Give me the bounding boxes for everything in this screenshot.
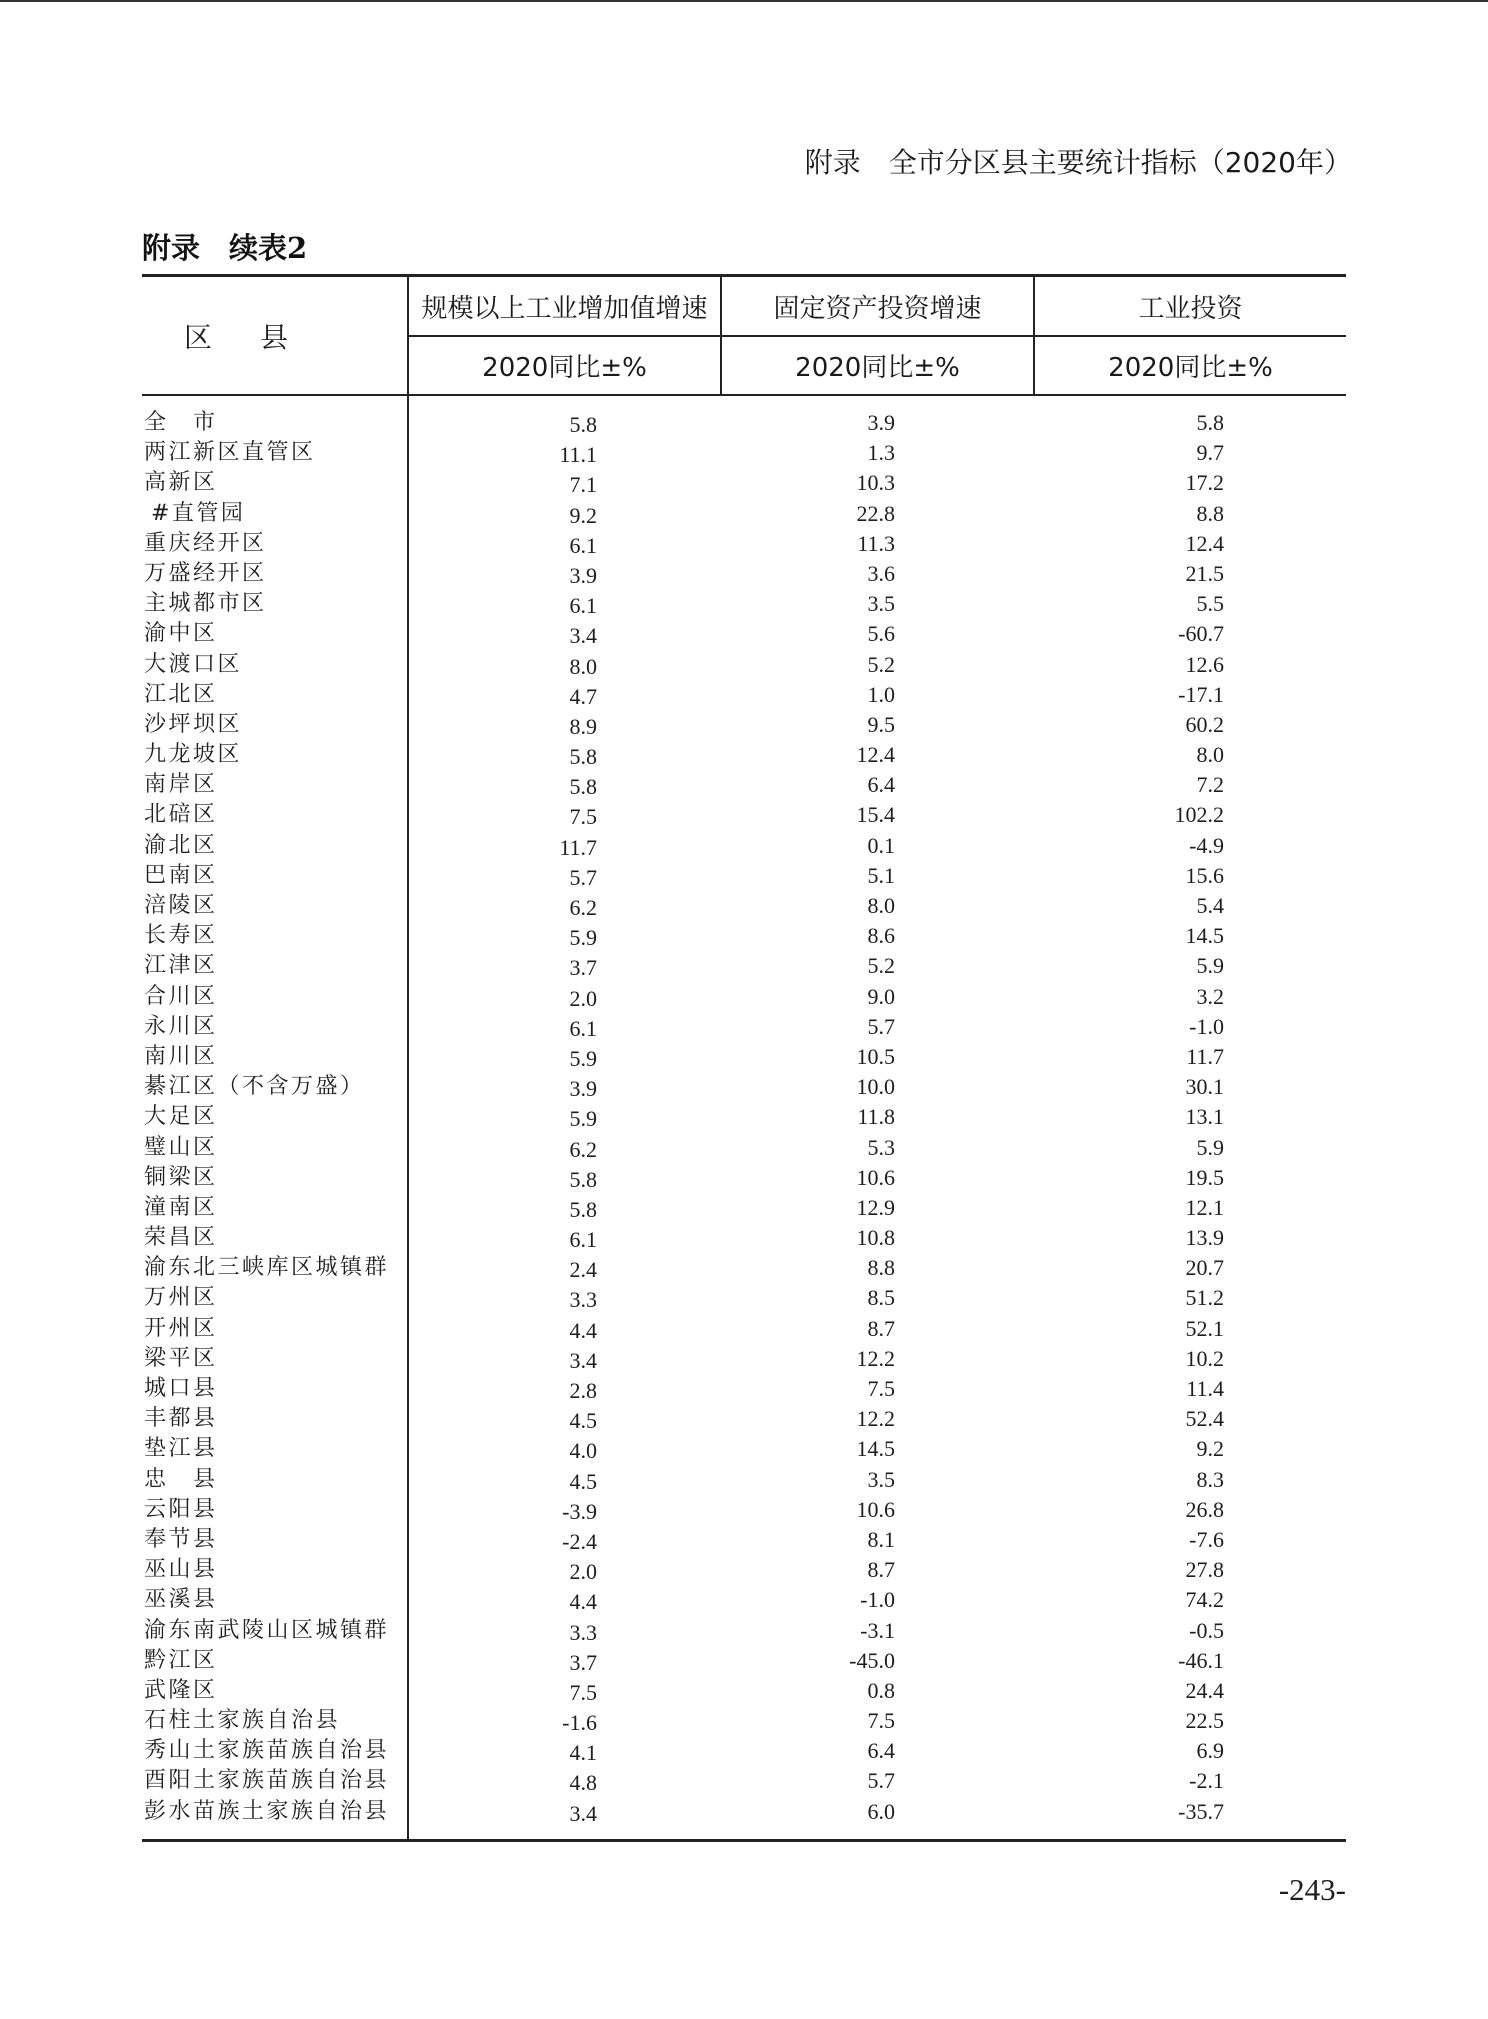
row-value: 3.3 <box>569 1287 597 1313</box>
table-row <box>142 1042 1346 1072</box>
row-value: 3.7 <box>569 955 597 981</box>
table-row <box>142 1434 1346 1464</box>
header-col-label: 规模以上工业增加值增速 <box>421 293 708 324</box>
row-value: 3.4 <box>569 1347 597 1373</box>
table-row <box>142 921 1346 951</box>
table-row <box>142 1344 1346 1374</box>
row-value: 5.2 <box>867 651 895 677</box>
row-value: 3.3 <box>569 1619 597 1645</box>
row-value: 10.3 <box>856 470 895 496</box>
row-value: 0.1 <box>867 832 895 858</box>
row-value: 3.4 <box>569 1800 597 1826</box>
row-value: 8.7 <box>867 1315 895 1341</box>
table-row <box>142 770 1346 800</box>
row-value: 8.9 <box>569 713 597 739</box>
running-header: 附录 全市分区县主要统计指标（2020年） <box>804 146 1352 179</box>
row-label: 铜梁区 <box>144 1164 218 1190</box>
row-value: 15.6 <box>1185 862 1224 888</box>
row-label: 忠 县 <box>144 1466 218 1492</box>
row-value: 2.0 <box>569 985 597 1011</box>
table-row <box>142 1555 1346 1585</box>
row-value: 102.2 <box>1174 802 1224 828</box>
row-value: 11.7 <box>559 834 597 860</box>
row-value: 12.4 <box>1185 530 1224 556</box>
row-value: 5.7 <box>867 1013 895 1039</box>
table-row <box>142 861 1346 891</box>
row-value: 4.8 <box>569 1770 597 1796</box>
table-row <box>142 468 1346 498</box>
row-value: -7.6 <box>1189 1526 1224 1552</box>
row-label: 北碚区 <box>144 802 218 828</box>
table-row <box>142 831 1346 861</box>
row-label: 大渡口区 <box>144 651 243 677</box>
table-row <box>142 1616 1346 1646</box>
row-value: 10.2 <box>1185 1345 1224 1371</box>
row-value: 5.2 <box>867 953 895 979</box>
header-col-subtitle: 2020同比±% <box>1108 352 1273 383</box>
row-value: 5.8 <box>569 1196 597 1222</box>
row-label: 璧山区 <box>144 1134 218 1160</box>
row-label: 渝北区 <box>144 832 218 858</box>
table-row <box>142 1102 1346 1132</box>
row-label: 永川区 <box>144 1013 218 1039</box>
table-row <box>142 589 1346 619</box>
row-label: 渝东南武陵山区城镇群 <box>144 1617 390 1643</box>
table-row <box>142 1012 1346 1042</box>
row-value: 8.8 <box>867 1255 895 1281</box>
table-row <box>142 800 1346 830</box>
row-value: 5.8 <box>569 744 597 770</box>
row-value: 10.6 <box>856 1496 895 1522</box>
row-value: 8.0 <box>867 893 895 918</box>
table-row <box>142 1525 1346 1555</box>
row-value: 14.5 <box>1185 923 1224 949</box>
row-value: 12.2 <box>856 1406 895 1432</box>
row-label: 荣昌区 <box>144 1225 218 1251</box>
row-value: 17.2 <box>1185 470 1224 496</box>
row-value: -60.7 <box>1178 621 1224 647</box>
row-label: 大足区 <box>144 1104 218 1130</box>
table-row <box>142 408 1346 438</box>
row-label: 万盛经开区 <box>144 560 267 586</box>
statistics-table <box>142 274 1346 1842</box>
row-label: 巫山县 <box>144 1557 218 1583</box>
row-value: 8.8 <box>1196 500 1224 526</box>
row-value: 7.1 <box>569 472 597 498</box>
table-row <box>142 559 1346 589</box>
table-row <box>142 1646 1346 1676</box>
table-row <box>142 1465 1346 1495</box>
row-value: 9.2 <box>1196 1436 1224 1462</box>
row-value: 13.9 <box>1185 1225 1224 1251</box>
header-col-subtitle: 2020同比±% <box>482 352 647 383</box>
row-value: 13.1 <box>1185 1104 1224 1130</box>
row-label: 高新区 <box>144 470 218 496</box>
row-value: 27.8 <box>1185 1557 1224 1583</box>
row-value: 12.6 <box>1185 651 1224 677</box>
row-label: 长寿区 <box>144 923 218 949</box>
table-row <box>142 680 1346 710</box>
table-row <box>142 1495 1346 1525</box>
table-row <box>142 1163 1346 1193</box>
row-value: 60.2 <box>1185 711 1224 737</box>
row-value: 12.9 <box>856 1194 895 1220</box>
row-value: 12.1 <box>1185 1194 1224 1220</box>
table-row <box>142 982 1346 1012</box>
row-value: 11.3 <box>857 530 895 556</box>
table-row <box>142 1283 1346 1313</box>
row-value: 51.2 <box>1185 1285 1224 1311</box>
row-value: 3.5 <box>867 1466 895 1492</box>
row-value: 74.2 <box>1185 1587 1224 1613</box>
row-value: 15.4 <box>856 802 895 828</box>
table-row <box>142 1314 1346 1344</box>
row-label: 城口县 <box>144 1376 218 1401</box>
row-value: -17.1 <box>1178 681 1224 707</box>
table-bottom-rule <box>142 1839 1346 1842</box>
row-value: 6.9 <box>1196 1738 1224 1764</box>
row-value: 5.8 <box>569 412 597 437</box>
row-label: 沙坪坝区 <box>144 711 243 737</box>
row-value: 5.7 <box>569 864 597 890</box>
row-value: 52.4 <box>1185 1406 1224 1432</box>
row-value: -4.9 <box>1189 832 1224 858</box>
row-value: 6.4 <box>867 1738 895 1764</box>
row-value: 21.5 <box>1185 560 1224 586</box>
row-value: 3.5 <box>867 591 895 617</box>
table-row <box>142 1736 1346 1766</box>
table-row <box>142 1374 1346 1404</box>
row-value: -1.0 <box>1189 1013 1224 1039</box>
row-value: -3.1 <box>860 1617 895 1643</box>
row-value: 9.5 <box>867 711 895 737</box>
row-label: #直管园 <box>151 500 246 526</box>
row-label: 奉节县 <box>144 1526 218 1552</box>
row-value: 6.1 <box>569 532 597 558</box>
row-value: 3.4 <box>569 623 597 649</box>
row-value: 1.0 <box>867 681 895 707</box>
row-value: 5.5 <box>1196 591 1224 617</box>
row-value: 1.3 <box>867 440 895 466</box>
page-number: -243- <box>1278 1872 1346 1907</box>
row-value: 7.5 <box>569 1679 597 1705</box>
row-label: 巴南区 <box>144 862 218 888</box>
row-label: 垫江县 <box>144 1436 218 1462</box>
page-edge-line <box>0 0 1488 2</box>
row-label: 涪陵区 <box>144 893 218 918</box>
row-value: 5.6 <box>867 621 895 647</box>
row-value: 10.8 <box>856 1225 895 1251</box>
table-row <box>142 1766 1346 1796</box>
row-value: 7.5 <box>867 1376 895 1401</box>
row-value: 5.1 <box>867 862 895 888</box>
row-label: 主城都市区 <box>144 591 267 617</box>
row-value: 5.3 <box>867 1134 895 1160</box>
row-label: 重庆经开区 <box>144 530 267 556</box>
row-value: 5.9 <box>1196 1134 1224 1160</box>
row-value: 4.4 <box>569 1317 597 1343</box>
row-value: 6.1 <box>569 1227 597 1253</box>
row-value: 26.8 <box>1185 1496 1224 1522</box>
row-value: 5.8 <box>569 1166 597 1192</box>
row-label: 云阳县 <box>144 1496 218 1522</box>
row-value: 7.2 <box>1196 772 1224 798</box>
header-col-label: 固定资产投资增速 <box>773 293 982 324</box>
row-value: 6.2 <box>569 895 597 920</box>
table-row <box>142 1193 1346 1223</box>
row-value: 8.0 <box>1196 742 1224 768</box>
row-value: 5.8 <box>569 774 597 800</box>
row-label: 南岸区 <box>144 772 218 798</box>
row-value: -1.0 <box>860 1587 895 1613</box>
table-row <box>142 1404 1346 1434</box>
header-col-subtitle: 2020同比±% <box>795 352 960 383</box>
row-value: 8.3 <box>1196 1466 1224 1492</box>
table-row <box>142 1072 1346 1102</box>
row-label: 全 市 <box>144 410 218 435</box>
row-label: 合川区 <box>144 983 218 1009</box>
row-label: 潼南区 <box>144 1194 218 1220</box>
row-label: 开州区 <box>144 1315 218 1341</box>
row-value: 5.9 <box>569 1045 597 1071</box>
row-value: 10.6 <box>856 1164 895 1190</box>
row-value: 5.4 <box>1196 893 1224 918</box>
row-value: -1.6 <box>562 1710 597 1736</box>
row-value: 6.0 <box>867 1798 895 1824</box>
row-value: 10.5 <box>856 1043 895 1069</box>
row-value: 9.2 <box>569 502 597 528</box>
table-row <box>142 650 1346 680</box>
row-value: 8.5 <box>867 1285 895 1311</box>
table-row <box>142 619 1346 649</box>
table-row <box>142 1797 1346 1827</box>
row-value: 19.5 <box>1185 1164 1224 1190</box>
header-bottom-rule <box>142 394 1346 396</box>
row-label: 酉阳土家族苗族自治县 <box>144 1768 390 1794</box>
table-row <box>142 529 1346 559</box>
row-value: 3.9 <box>867 410 895 435</box>
row-value: 3.2 <box>1196 983 1224 1009</box>
row-value: 52.1 <box>1185 1315 1224 1341</box>
row-value: 20.7 <box>1185 1255 1224 1281</box>
row-value: 7.5 <box>569 804 597 830</box>
row-value: 6.1 <box>569 593 597 619</box>
row-label: 渝中区 <box>144 621 218 647</box>
table-body <box>142 408 1346 1827</box>
row-value: 2.4 <box>569 1257 597 1283</box>
row-value: 11.7 <box>1186 1043 1224 1069</box>
row-value: 6.1 <box>569 1015 597 1041</box>
row-value: 24.4 <box>1185 1677 1224 1703</box>
row-value: 4.5 <box>569 1408 597 1434</box>
row-label: 彭水苗族土家族自治县 <box>144 1798 390 1824</box>
row-value: -0.5 <box>1189 1617 1224 1643</box>
row-label: 南川区 <box>144 1043 218 1069</box>
row-value: 10.0 <box>856 1074 895 1100</box>
table-row <box>142 1676 1346 1706</box>
row-value: 6.2 <box>569 1136 597 1162</box>
row-value: 5.9 <box>569 1106 597 1132</box>
row-value: 3.6 <box>867 560 895 586</box>
row-value: 2.0 <box>569 1559 597 1585</box>
table-row <box>142 710 1346 740</box>
row-value: 6.4 <box>867 772 895 798</box>
row-value: 4.7 <box>569 683 597 709</box>
row-value: 7.5 <box>867 1708 895 1734</box>
table-row <box>142 1585 1346 1615</box>
row-value: 3.9 <box>569 562 597 588</box>
row-value: 9.7 <box>1196 440 1224 466</box>
table-title: 附录 续表2 <box>142 231 308 265</box>
header-col-label: 工业投资 <box>1138 293 1243 324</box>
row-value: 9.0 <box>867 983 895 1009</box>
row-value: 11.8 <box>857 1104 895 1130</box>
row-value: 8.7 <box>867 1557 895 1583</box>
row-value: 30.1 <box>1185 1074 1224 1100</box>
row-value: 4.1 <box>569 1740 597 1766</box>
row-label: 江津区 <box>144 953 218 979</box>
row-value: 5.7 <box>867 1768 895 1794</box>
table-row <box>142 1706 1346 1736</box>
table-row <box>142 1223 1346 1253</box>
table-row <box>142 1253 1346 1283</box>
row-value: 14.5 <box>856 1436 895 1462</box>
row-value: 3.9 <box>569 1076 597 1102</box>
row-label: 綦江区（不含万盛） <box>144 1074 365 1100</box>
table-row <box>142 951 1346 981</box>
row-label: 江北区 <box>144 681 218 707</box>
row-label: 九龙坡区 <box>144 742 243 768</box>
row-value: 8.0 <box>569 653 597 679</box>
row-label: 巫溪县 <box>144 1587 218 1613</box>
table-row <box>142 1133 1346 1163</box>
row-value: 5.8 <box>1196 410 1224 435</box>
row-value: 12.2 <box>856 1345 895 1371</box>
row-value: 2.8 <box>569 1378 597 1403</box>
table-row <box>142 891 1346 921</box>
row-value: -3.9 <box>562 1498 597 1524</box>
row-value: 8.6 <box>867 923 895 949</box>
row-label: 两江新区直管区 <box>144 440 316 466</box>
row-value: 11.4 <box>1186 1376 1224 1401</box>
row-value: -2.1 <box>1189 1768 1224 1794</box>
table-row <box>142 438 1346 468</box>
row-value: 5.9 <box>569 925 597 951</box>
row-value: 12.4 <box>856 742 895 768</box>
table-row <box>142 740 1346 770</box>
row-value: 4.5 <box>569 1468 597 1494</box>
row-label: 丰都县 <box>144 1406 218 1432</box>
row-value: 0.8 <box>867 1677 895 1703</box>
row-label: 武隆区 <box>144 1677 218 1703</box>
row-value: -35.7 <box>1178 1798 1224 1824</box>
row-value: 8.1 <box>867 1526 895 1552</box>
table-row <box>142 499 1346 529</box>
row-value: 5.9 <box>1196 953 1224 979</box>
row-label: 渝东北三峡库区城镇群 <box>144 1255 390 1281</box>
row-label: 秀山土家族苗族自治县 <box>144 1738 390 1764</box>
row-value: 3.7 <box>569 1649 597 1675</box>
row-value: -46.1 <box>1178 1647 1224 1673</box>
row-value: 4.4 <box>569 1589 597 1615</box>
row-value: 22.5 <box>1185 1708 1224 1734</box>
row-value: 22.8 <box>856 500 895 526</box>
row-label: 梁平区 <box>144 1345 218 1371</box>
header-region: 区 县 <box>184 320 299 354</box>
row-label: 石柱土家族自治县 <box>144 1708 341 1734</box>
row-value: 4.0 <box>569 1438 597 1464</box>
row-value: 11.1 <box>559 442 597 468</box>
row-value: -45.0 <box>849 1647 895 1673</box>
row-label: 万州区 <box>144 1285 218 1311</box>
row-value: -2.4 <box>562 1528 597 1554</box>
row-label: 黔江区 <box>144 1647 218 1673</box>
